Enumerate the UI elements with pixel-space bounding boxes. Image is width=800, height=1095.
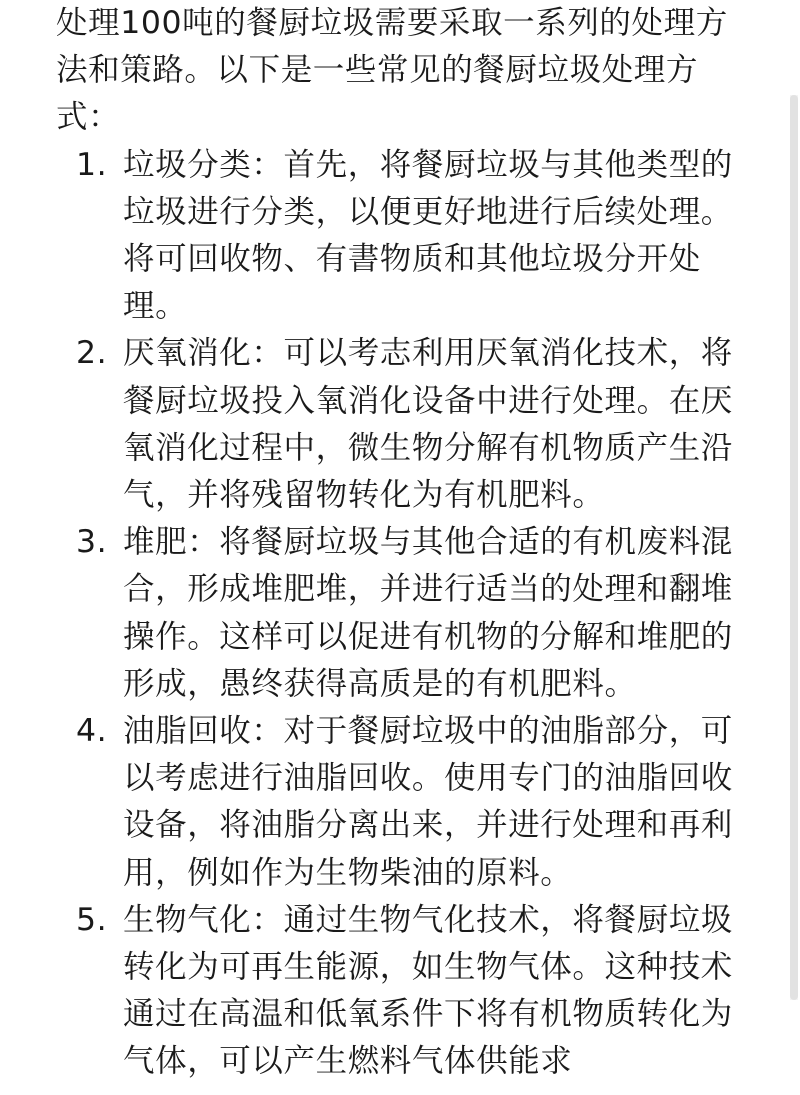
method-list: [56, 142, 746, 1086]
list-item: [56, 708, 746, 897]
list-item-text: 厌氧消化：可以考志利用厌氧消化技术，将餐厨垃圾投入氧消化设备中进行处理。在厌氧消化过程中，微生物分解有机物质产生沿气，并将残留物转化为有机肥料。: [123, 335, 733, 514]
list-item-number: 2.: [76, 335, 108, 372]
list-item: [56, 142, 746, 331]
scrollbar-thumb[interactable]: [790, 95, 798, 1000]
list-item: [56, 330, 746, 519]
article: [56, 0, 746, 1086]
list-item-text: 垃圾分类：首先，将餐厨垃圾与其他类型的垃圾进行分类，以便更好地进行后续处理。将可回收物、有書物质和其他垃圾分开处理。: [123, 146, 733, 325]
list-item-text: 堆肥：将餐厨垃圾与其他合适的有机废料混合，形成堆肥堆，并进行适当的处理和翻堆操作。这样可以促进有机物的分解和堆肥的形成，愚终获得高质是的有机肥料。: [123, 524, 733, 702]
list-item-number: 4.: [76, 713, 108, 750]
intro-paragraph: 处理100吨的餐厨垃圾需要采取一系列的处理方法和策路。以下是一些常见的餐厨垃圾处理方式：: [56, 5, 728, 136]
list-item-text: 生物气化：通过生物气化技术，将餐厨垃圾转化为可再生能源，如生物气体。这种技术通过在高温和低氧系件下将有机物质转化为气体，可以产生燃料气体供能求: [123, 901, 733, 1080]
scrollbar[interactable]: [790, 95, 798, 1000]
list-item-number: 3.: [76, 524, 108, 561]
list-item-number: 5.: [76, 901, 108, 938]
list-item: [56, 519, 746, 708]
list-item: [56, 897, 746, 1086]
list-item-number: 1.: [76, 146, 108, 183]
list-item-text: 油脂回收：对于餐厨垃圾中的油脂部分，可以考虑进行油脂回收。使用专门的油脂回收设备，将油脂分离出来，并进行处理和再利用，例如作为生物柴油的原料。: [123, 713, 733, 891]
